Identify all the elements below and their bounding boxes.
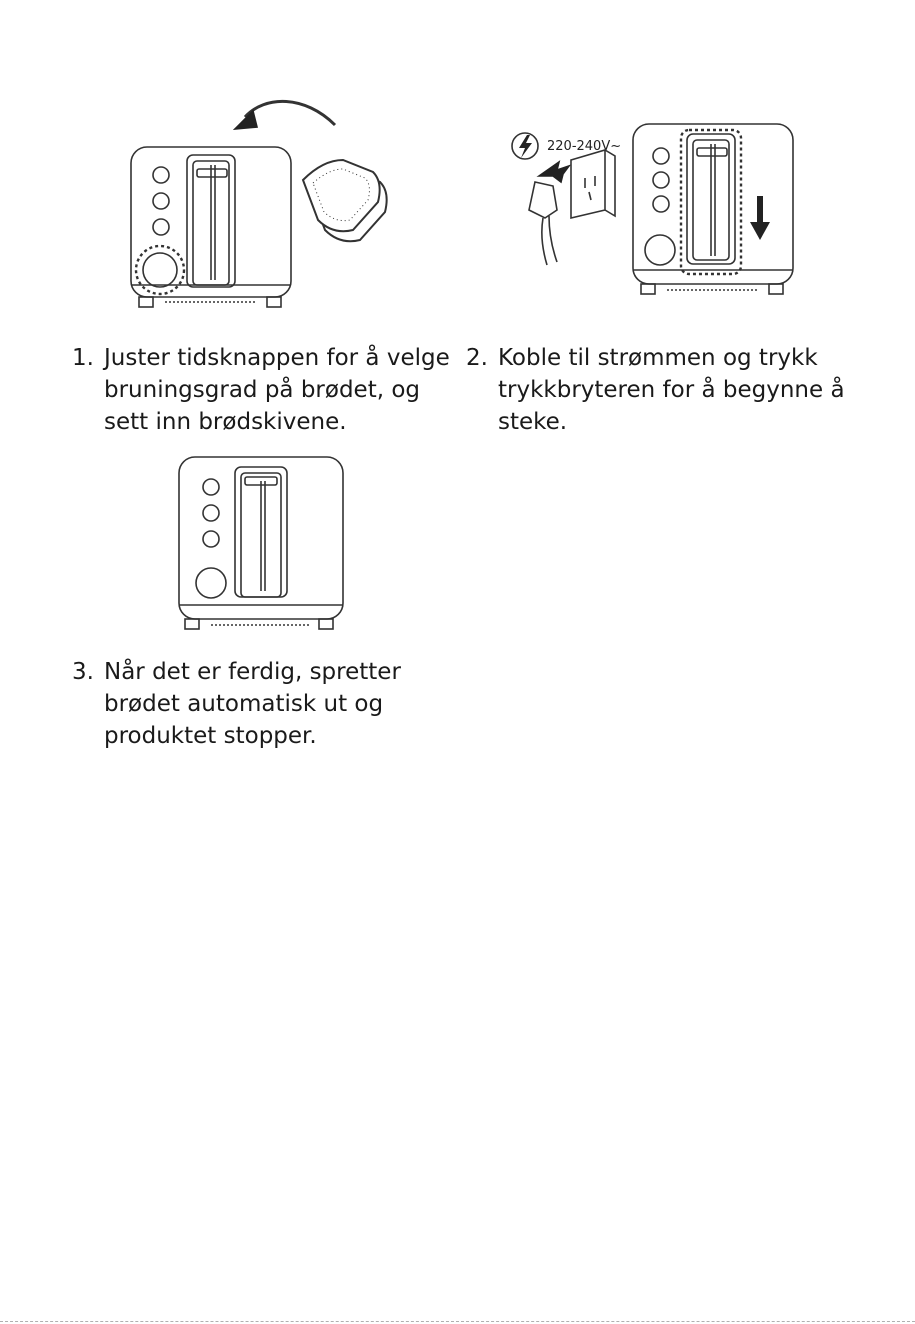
step-2 [466,342,845,438]
bottom-dashed-rule [0,1321,915,1322]
step-3-line-2: brødet automatisk ut og [104,691,384,717]
step-1-line-1: Juster tidsknappen for å velge [104,345,450,371]
toaster-figure-1 [125,95,420,330]
curved-arrow-icon [235,101,335,129]
step-1-line-3: sett inn brødskivene. [104,409,347,435]
voltage-label: 220-240V~ [547,139,622,154]
toaster-figure-3 [175,455,350,640]
step-3 [72,656,401,752]
down-arrow-icon [750,196,770,240]
step-2-line-1: Koble til strømmen og trykk [498,345,818,371]
step-2-line-2: trykkbryteren for å begynne å [498,377,845,403]
step-3-line-1: Når det er ferdig, spretter [104,659,401,685]
plug-icon [529,182,557,265]
wall-socket-icon [571,150,615,218]
step-1-number: 1. [72,345,94,371]
step-3-number: 3. [72,659,94,685]
step-2-line-3: steke. [498,409,568,435]
step-2-number: 2. [466,345,488,371]
step-3-line-3: produktet stopper. [104,723,317,749]
lightning-icon [512,133,538,159]
step-1 [72,342,450,438]
step-1-line-2: bruningsgrad på brødet, og [104,377,421,403]
toaster-figure-2 [505,120,805,310]
bread-slices-icon [303,160,387,241]
